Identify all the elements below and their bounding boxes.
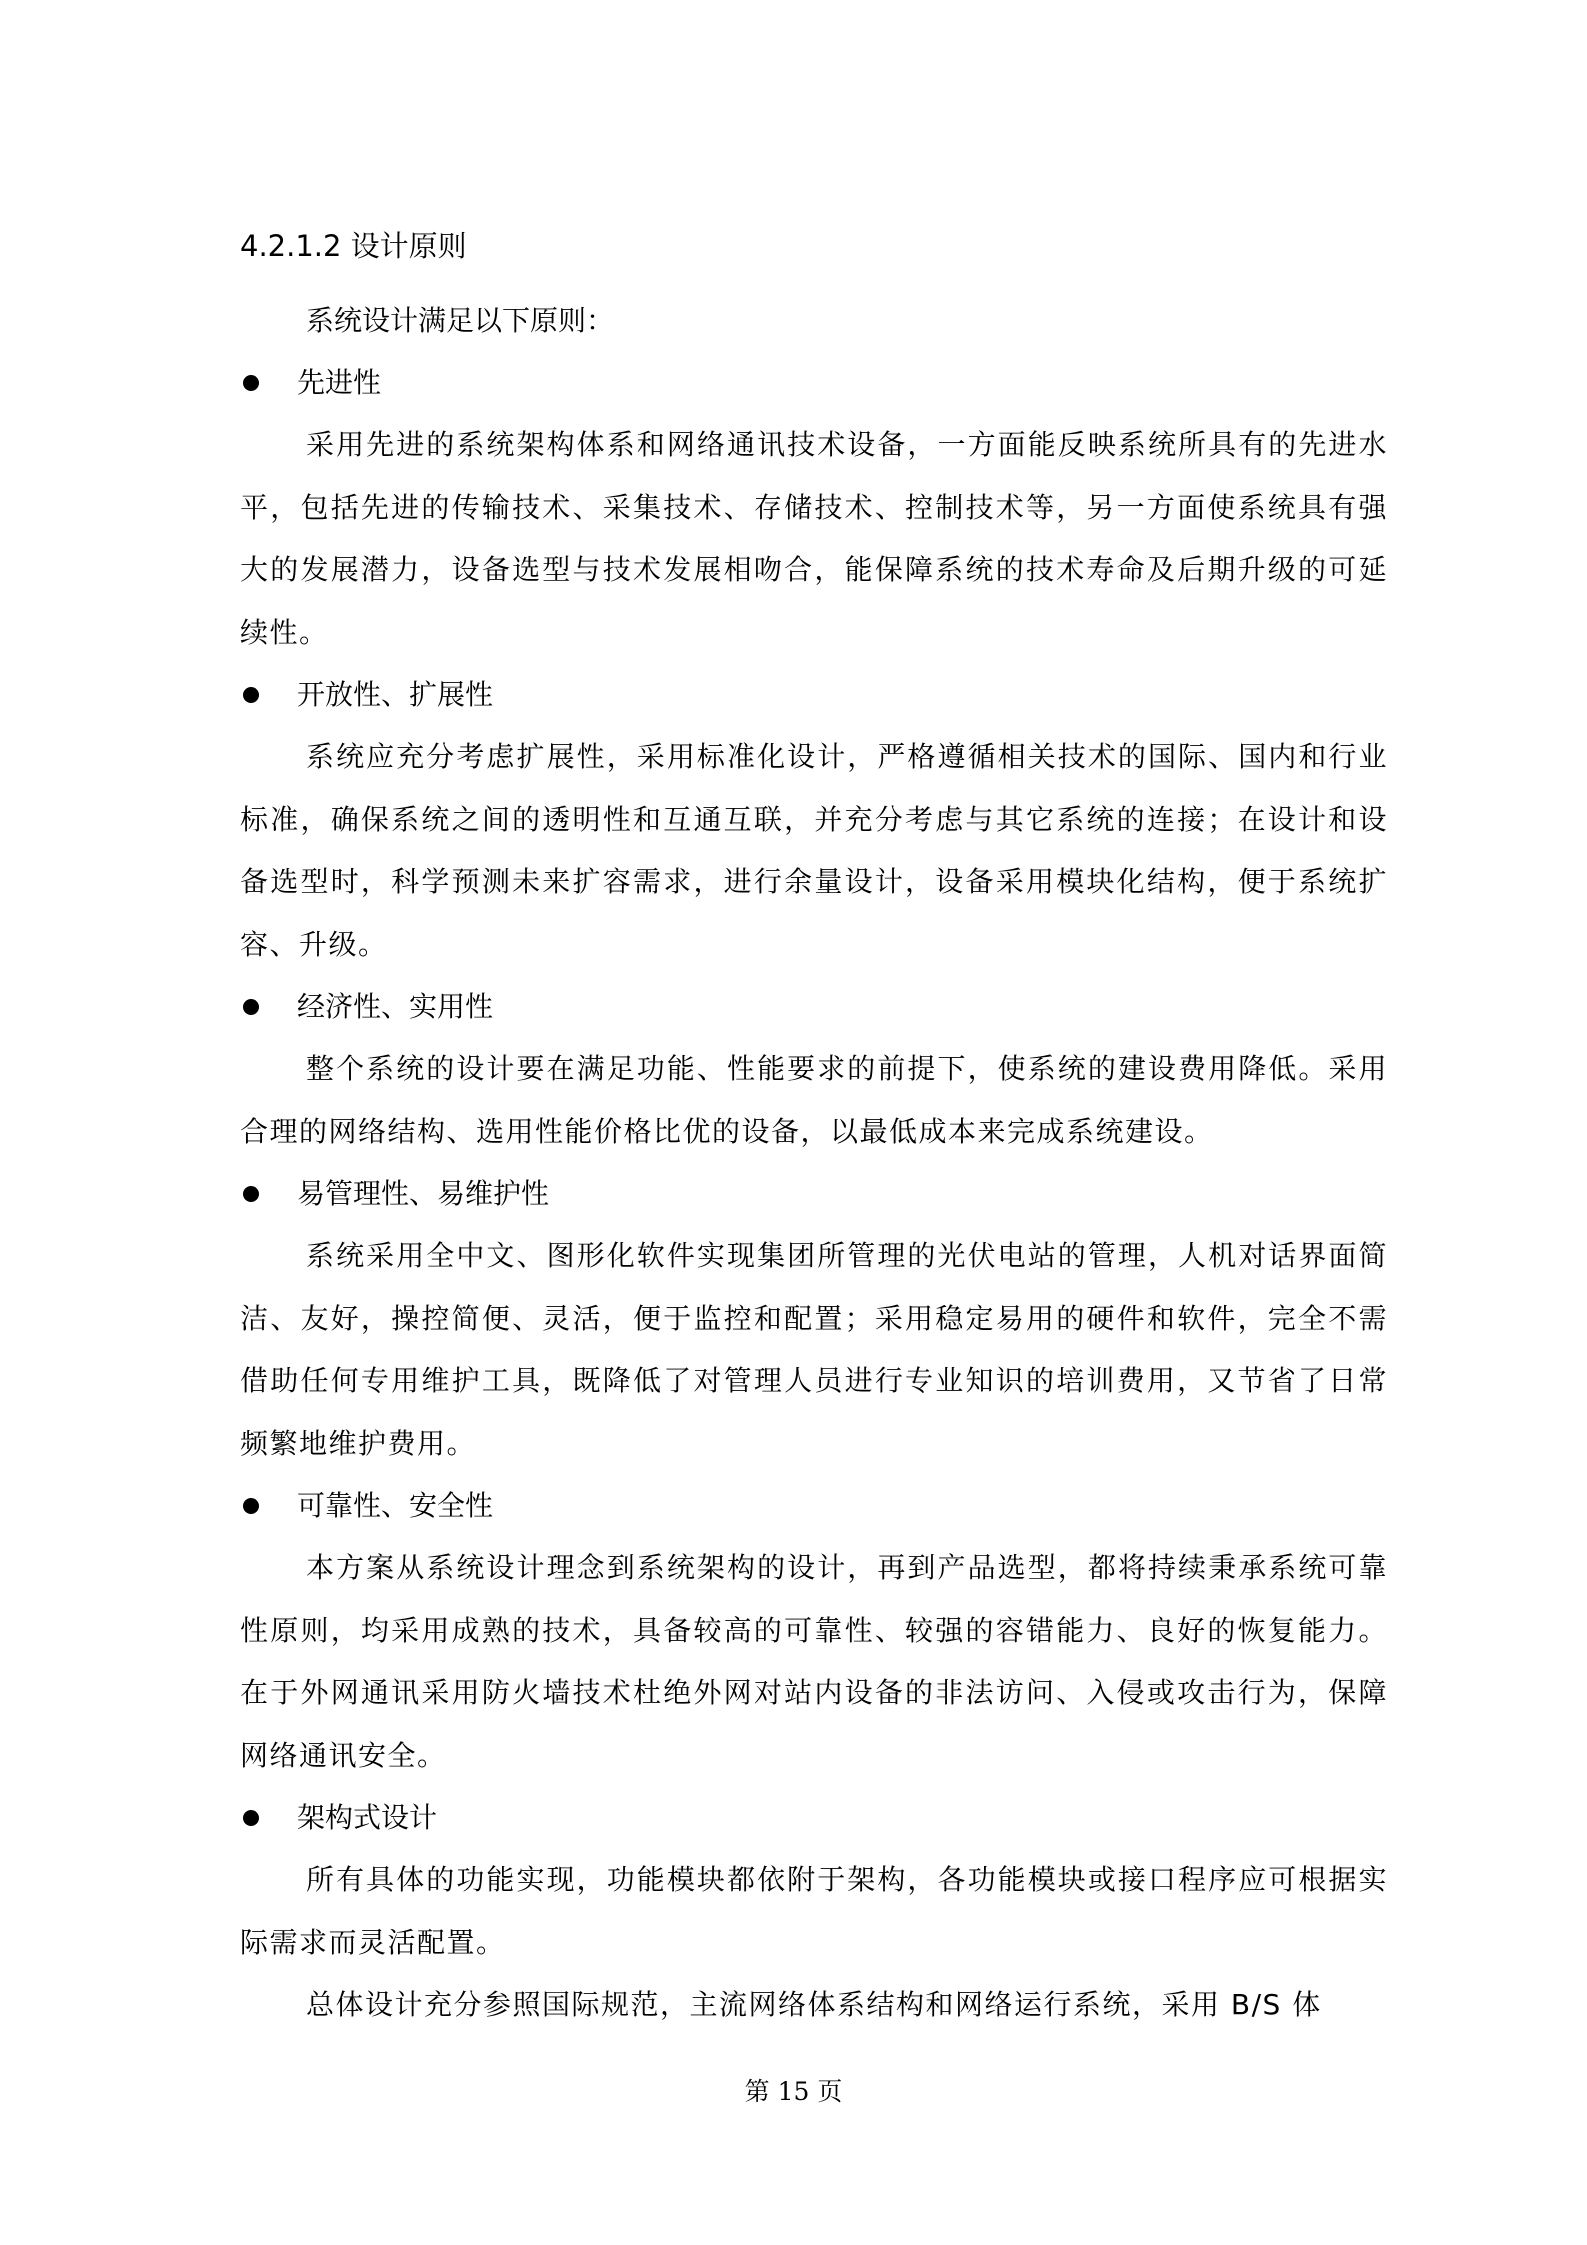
- principle-title: 易管理性、易维护性: [297, 1177, 550, 1210]
- intro-line: 系统设计满足以下原则：: [306, 304, 615, 337]
- section-heading: 4.2.1.2 设计原则: [240, 229, 467, 263]
- principle-paragraph: 系统采用全中文、图形化软件实现集团所管理的光伏电站的管理，人机对话界面简洁、友好，操控简便、灵活，便于监控和配置；采用稳定易用的硬件和软件，完全不需借助任何专用维护工具，既降低了对管理人员进行专业知识的培训费用，又节省了日常频繁地维护费用。: [240, 1239, 1388, 1460]
- principle-heading-advanced: [240, 352, 1388, 414]
- principle-paragraph: 整个系统的设计要在满足功能、性能要求的前提下，使系统的建设费用降低。采用合理的网络结构、选用性能价格比优的设备，以最低成本来完成系统建设。: [240, 1052, 1388, 1148]
- principle-paragraph: 所有具体的功能实现，功能模块都依附于架构，各功能模块或接口程序应可根据实际需求而灵活配置。: [240, 1863, 1388, 1959]
- principle-title: 架构式设计: [297, 1801, 438, 1834]
- page-content: [240, 228, 1388, 2037]
- closing-paragraph: 总体设计充分参照国际规范，主流网络体系结构和网络运行系统，采用 B/S 体: [306, 1988, 1322, 2021]
- principle-paragraph: 系统应充分考虑扩展性，采用标准化设计，严格遵循相关技术的国际、国内和行业标准，确保系统之间的透明性和互通互联，并充分考虑与其它系统的连接；在设计和设备选型时，科学预测未来扩容需求，进行余量设计，设备采用模块化结构，便于系统扩容、升级。: [240, 740, 1388, 961]
- principle-heading-openness: [240, 664, 1388, 726]
- bullet-dot-icon: [243, 999, 259, 1015]
- bullet-dot-icon: [243, 1186, 259, 1202]
- bullet-dot-icon: [243, 1810, 259, 1826]
- page-number: 第 15 页: [744, 2077, 843, 2106]
- principle-heading-reliability: [240, 1475, 1388, 1537]
- bullet-dot-icon: [243, 687, 259, 703]
- principle-paragraph: 本方案从系统设计理念到系统架构的设计，再到产品选型，都将持续秉承系统可靠性原则，均采用成熟的技术，具备较高的可靠性、较强的容错能力、良好的恢复能力。在于外网通讯采用防火墙技术杜绝外网对站内设备的非法访问、入侵或攻击行为，保障网络通讯安全。: [240, 1551, 1388, 1772]
- principle-heading-manageability: [240, 1163, 1388, 1225]
- principle-paragraph: 采用先进的系统架构体系和网络通讯技术设备，一方面能反映系统所具有的先进水平，包括先进的传输技术、采集技术、存储技术、控制技术等，另一方面使系统具有强大的发展潜力，设备选型与技术发展相吻合，能保障系统的技术寿命及后期升级的可延续性。: [240, 428, 1388, 649]
- principle-title: 经济性、实用性: [297, 990, 494, 1023]
- bullet-dot-icon: [243, 1498, 259, 1514]
- bullet-dot-icon: [243, 375, 259, 391]
- principle-title: 先进性: [297, 366, 382, 399]
- principle-title: 开放性、扩展性: [297, 678, 494, 711]
- principle-heading-architecture: [240, 1787, 1388, 1849]
- principle-title: 可靠性、安全性: [297, 1489, 494, 1522]
- principle-heading-economy: [240, 976, 1388, 1038]
